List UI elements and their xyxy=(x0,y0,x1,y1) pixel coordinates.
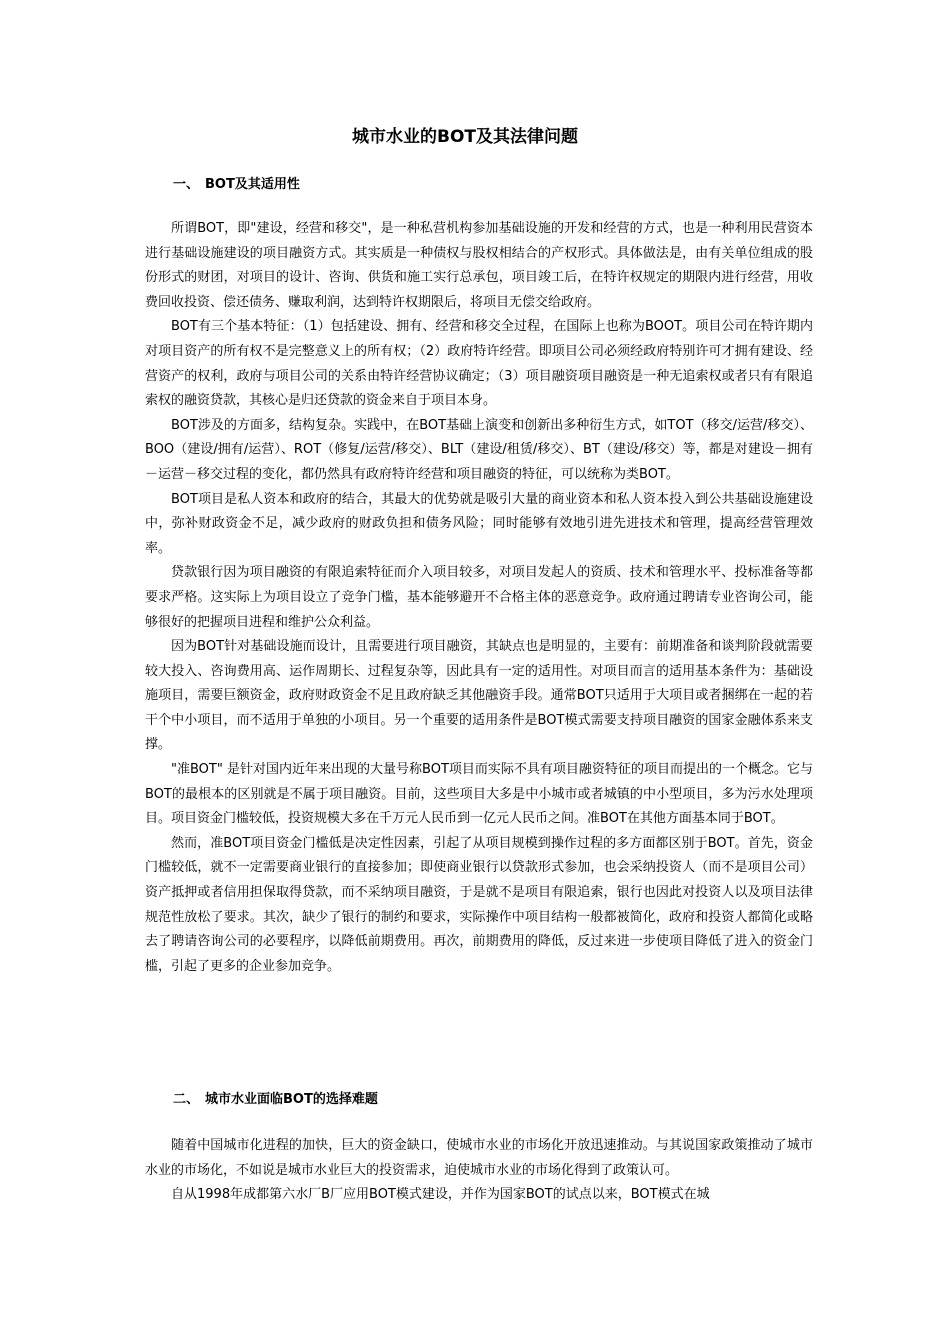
section-number-2: 二、 xyxy=(173,1092,200,1107)
paragraph: BOT涉及的方面多，结构复杂。实践中，在BOT基础上演变和创新出多种衍生方式，如TOT（移交/运营/移交）、BOO（建设/拥有/运营）、ROT（修复/运营/移交）、BLT（建设/租赁/移交）、BT（建设/移交）等，都是对建设－拥有－运营－移交过程的变化，都仍然具有政府特许经营和项目融资的特征，可以统称为类BOT。 xyxy=(145,417,813,482)
section-body-2 xyxy=(145,1134,813,1208)
paragraph: 因为BOT针对基础设施而设计，且需要进行项目融资，其缺点也是明显的，主要有：前期准备和谈判阶段就需要较大投入、咨询费用高、运作周期长、过程复杂等，因此具有一定的适用性。对项目而言的适用基本条件为：基础设施项目，需要巨额资金，政府财政资金不足且政府缺乏其他融资手段。通常BOT只适用于大项目或者捆绑在一起的若干个中小项目，而不适用于单独的小项目。另一个重要的适用条件是BOT模式需要支持项目融资的国家金融体系来支撑。 xyxy=(145,639,813,753)
section-title-2: 城市水业面临BOT的选择难题 xyxy=(205,1092,378,1107)
section-title-1: BOT及其适用性 xyxy=(205,177,300,192)
section-heading-2 xyxy=(173,1090,378,1110)
paragraph: "准BOT" 是针对国内近年来出现的大量号称BOT项目而实际不具有项目融资特征的项目而提出的一个概念。它与BOT的最根本的区别就是不属于项目融资。目前，这些项目大多是中小城市或者城镇的中小型项目，多为污水处理项目。项目资金门槛较低，投资规模大多在千万元人民币到一亿元人民币之间。准BOT在其他方面基本同于BOT。 xyxy=(145,762,813,827)
paragraph: BOT项目是私人资本和政府的结合，其最大的优势就是吸引大量的商业资本和私人资本投入到公共基础设施建设中，弥补财政资金不足，减少政府的财政负担和债务风险；同时能够有效地引进先进技术和管理，提高经营管理效率。 xyxy=(145,491,813,556)
section-body-1 xyxy=(145,217,813,979)
paragraph: 随着中国城市化进程的加快，巨大的资金缺口，使城市水业的市场化开放迅速推动。与其说国家政策推动了城市水业的市场化，不如说是城市水业巨大的投资需求，迫使城市水业的市场化得到了政策认可。 xyxy=(145,1138,813,1178)
paragraph: BOT有三个基本特征：（1）包括建设、拥有、经营和移交全过程，在国际上也称为BOOT。项目公司在特许期内对项目资产的所有权不是完整意义上的所有权；（2）政府特许经营。即项目公司必须经政府特别许可才拥有建设、经营资产的权利，政府与项目公司的关系由特许经营协议确定；（3）项目融资项目融资是一种无追索权或者只有有限追索权的融资贷款，其核心是归还贷款的资金来自于项目本身。 xyxy=(145,319,813,409)
section-number-1: 一、 xyxy=(173,177,200,192)
section-heading-1 xyxy=(173,175,300,195)
document-title: 城市水业的BOT及其法律问题 xyxy=(351,127,578,147)
paragraph: 自从1998年成都第六水厂B厂应用BOT模式建设，并作为国家BOT的试点以来，BOT模式在城 xyxy=(171,1187,710,1203)
paragraph: 所谓BOT，即"建设，经营和移交"，是一种私营机构参加基础设施的开发和经营的方式，也是一种利用民营资本进行基础设施建设的项目融资方式。其实质是一种债权与股权相结合的产权形式。具体做法是，由有关单位组成的股份形式的财团，对项目的设计、咨询、供货和施工实行总承包，项目竣工后，在特许权规定的期限内进行经营，用收费回收投资、偿还债务、赚取利润，达到特许权期限后，将项目无偿交给政府。 xyxy=(145,221,813,310)
paragraph: 贷款银行因为项目融资的有限追索特征而介入项目较多，对项目发起人的资质、技术和管理水平、投标准备等都要求严格。这实际上为项目设立了竞争门槛，基本能够避开不合格主体的恶意竞争。政府通过聘请专业咨询公司，能够很好的把握项目进程和维护公众利益。 xyxy=(145,565,813,630)
paragraph: 然而，准BOT项目资金门槛低是决定性因素，引起了从项目规模到操作过程的多方面都区别于BOT。首先，资金门槛较低，就不一定需要商业银行的直接参加；即使商业银行以贷款形式参加，也会采纳投资人（而不是项目公司）资产抵押或者信用担保取得贷款，而不采纳项目融资，于是就不是项目有限追索，银行也因此对投资人以及项目法律规范性放松了要求。其次，缺少了银行的制约和要求，实际操作中项目结构一般都被简化，政府和投资人都简化或略去了聘请咨询公司的必要程序，以降低前期费用。再次，前期费用的降低，反过来进一步使项目降低了进入的资金门槛，引起了更多的企业参加竞争。 xyxy=(145,835,813,974)
